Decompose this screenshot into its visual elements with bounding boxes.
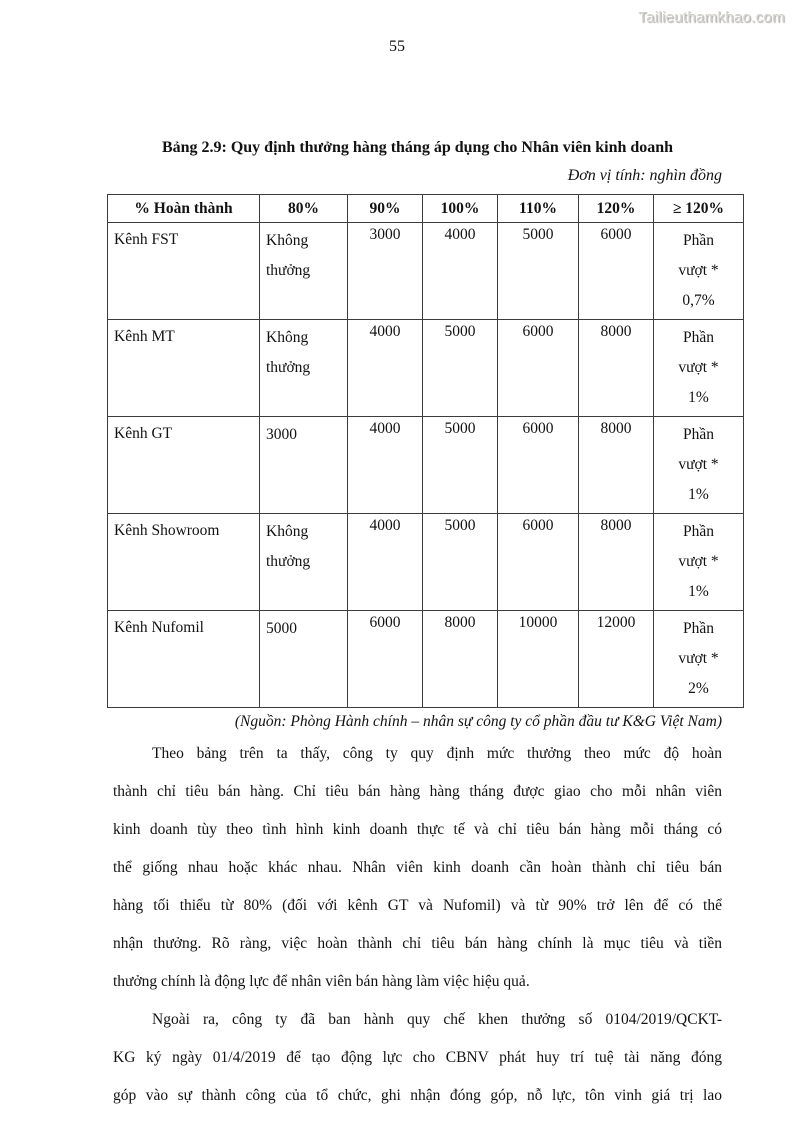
cell-120: 12000 [579,611,654,708]
text-line: Theo bảng trên ta thấy, công ty quy định mức thưởng theo mức độ hoàn [152,745,722,762]
column-header-100: 100% [423,195,498,223]
cell-120: 8000 [579,514,654,611]
cell-120: 8000 [579,417,654,514]
cell-100: 5000 [423,320,498,417]
paragraph-1 [113,735,722,1001]
cell-over120-line1: Phần [683,426,714,443]
text-line: nhận thưởng. Rõ ràng, việc hoàn thành chỉ tiêu bán hàng chính là mục tiêu và tiền [113,935,722,952]
unit-note: Đơn vị tính: nghìn đồng [567,167,722,184]
cell-over120-line2: vượt * [678,456,719,473]
cell-over120-line2: vượt * [678,553,719,570]
cell-over120-line3: 1% [688,486,709,503]
cell-80 [260,223,348,320]
table-row-nufomil [108,611,744,708]
cell-over120-line3: 0,7% [682,292,715,309]
cell-80-line1: Không [266,329,309,346]
page-number: 55 [389,38,405,55]
cell-over120-line3: 2% [688,680,709,697]
cell-120: 8000 [579,320,654,417]
cell-80 [260,417,348,514]
cell-110: 6000 [498,514,579,611]
column-header-over120: ≥ 120% [654,195,744,223]
cell-over120-line3: 1% [688,389,709,406]
cell-110: 6000 [498,417,579,514]
cell-over120 [654,223,744,320]
cell-over120 [654,417,744,514]
table-caption: Bảng 2.9: Quy định thưởng hàng tháng áp dụng cho Nhân viên kinh doanh [161,139,674,156]
cell-80-line1: 5000 [266,620,297,637]
cell-90: 4000 [348,514,423,611]
reward-table [107,194,744,708]
cell-80-line2: thưởng [266,553,311,570]
cell-over120 [654,611,744,708]
watermark: Tailieuthamkhao.com [638,9,785,26]
cell-over120 [654,320,744,417]
cell-channel: Kênh FST [108,223,260,320]
cell-80 [260,320,348,417]
table-row-fst [108,223,744,320]
cell-110: 10000 [498,611,579,708]
cell-over120-line1: Phần [683,329,714,346]
text-line: KG ký ngày 01/4/2019 để tạo động lực cho CBNV phát huy trí tuệ tài năng đóng [113,1049,722,1066]
cell-80-line2: thưởng [266,359,311,376]
cell-90: 3000 [348,223,423,320]
cell-over120-line2: vượt * [678,650,719,667]
cell-channel: Kênh Nufomil [108,611,260,708]
table-row-showroom [108,514,744,611]
cell-80-line1: 3000 [266,426,297,443]
text-line: thưởng chính là động lực để nhân viên bán hàng làm việc hiệu quả. [113,973,530,990]
cell-90: 4000 [348,320,423,417]
cell-80-line1: Không [266,523,309,540]
column-header-80: 80% [260,195,348,223]
cell-90: 4000 [348,417,423,514]
cell-90: 6000 [348,611,423,708]
header-row [108,195,744,223]
cell-100: 4000 [423,223,498,320]
cell-80-line2: thưởng [266,262,311,279]
text-line: góp vào sự thành công của tổ chức, ghi nhận đóng góp, nỗ lực, tôn vinh giá trị lao [113,1087,722,1104]
cell-channel: Kênh Showroom [108,514,260,611]
column-header-completion: % Hoàn thành [108,195,260,223]
cell-over120 [654,514,744,611]
page-content [113,137,725,1115]
cell-channel: Kênh MT [108,320,260,417]
cell-channel: Kênh GT [108,417,260,514]
cell-80 [260,514,348,611]
column-header-90: 90% [348,195,423,223]
cell-over120-line2: vượt * [678,359,719,376]
cell-80-line1: Không [266,232,309,249]
cell-100: 5000 [423,417,498,514]
cell-over120-line1: Phần [683,232,714,249]
cell-100: 5000 [423,514,498,611]
text-line: kinh doanh tùy theo tình hình kinh doanh thực tế và chỉ tiêu bán hàng mỗi tháng có [113,821,722,838]
cell-110: 5000 [498,223,579,320]
text-line: Ngoài ra, công ty đã ban hành quy chế khen thưởng số 0104/2019/QCKT- [152,1011,722,1028]
table-row-mt [108,320,744,417]
cell-over120-line1: Phần [683,523,714,540]
cell-over120-line1: Phần [683,620,714,637]
cell-80 [260,611,348,708]
cell-over120-line2: vượt * [678,262,719,279]
paragraph-2 [113,1001,722,1115]
text-line: hàng tối thiểu từ 80% (đối với kênh GT và Nufomil) và từ 90% trở lên để có thể [113,897,722,914]
cell-over120-line3: 1% [688,583,709,600]
text-line: thành chỉ tiêu bán hàng. Chỉ tiêu bán hàng hàng tháng được giao cho mỗi nhân viên [113,783,722,800]
source-note: (Nguồn: Phòng Hành chính – nhân sự công ty cổ phần đầu tư K&G Việt Nam) [234,713,722,730]
column-header-120: 120% [579,195,654,223]
column-header-110: 110% [498,195,579,223]
text-line: thể giống nhau hoặc khác nhau. Nhân viên kinh doanh cần hoàn thành chỉ tiêu bán [113,859,722,876]
cell-110: 6000 [498,320,579,417]
table-row-gt [108,417,744,514]
cell-100: 8000 [423,611,498,708]
cell-120: 6000 [579,223,654,320]
